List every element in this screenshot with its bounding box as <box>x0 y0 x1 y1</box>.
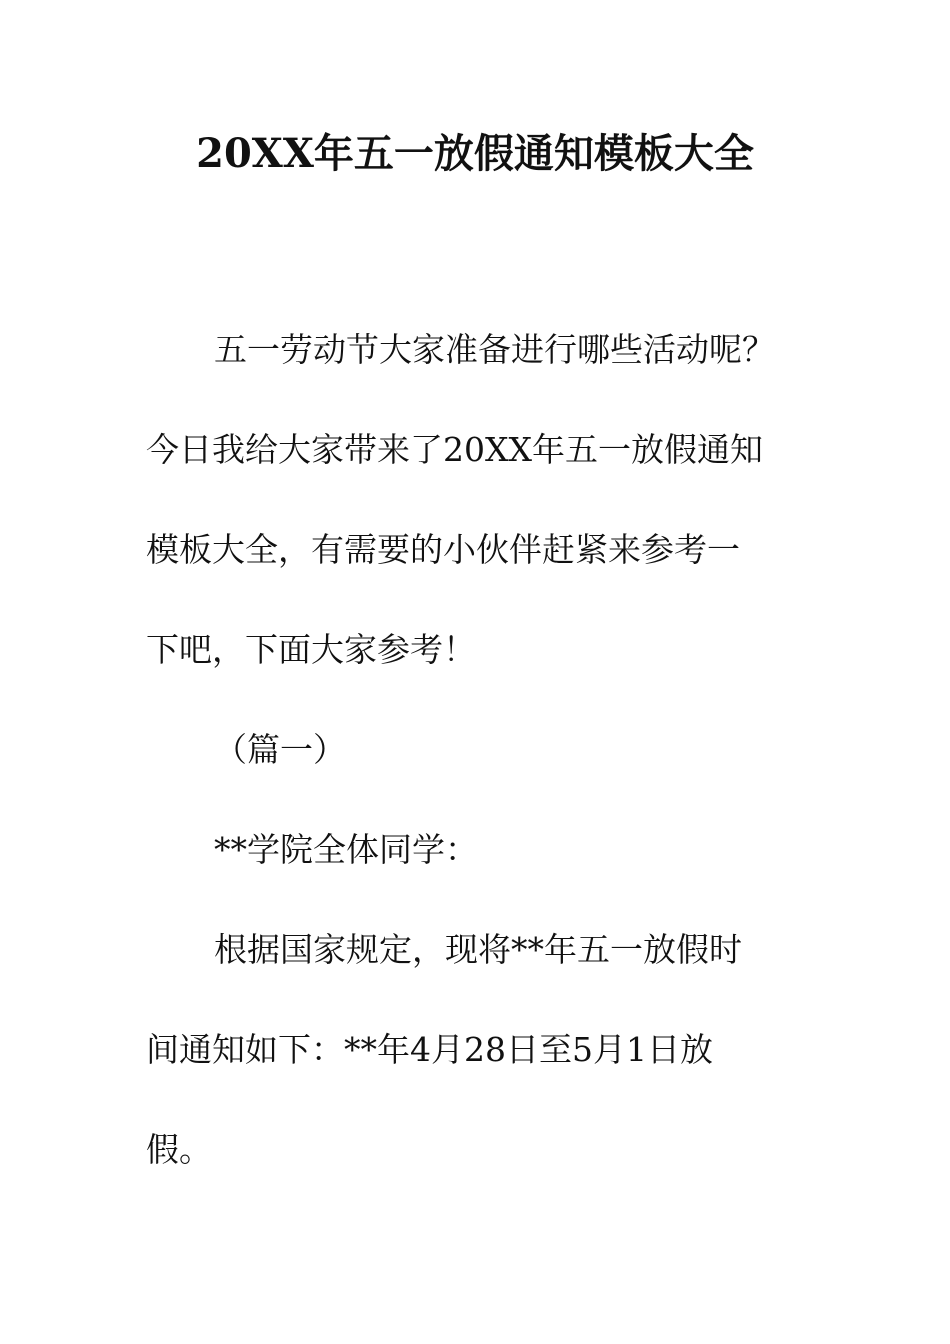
intro-line-2: 今日我给大家带来了20XX年五一放假通知 <box>146 430 763 469</box>
notice-line-2: 间通知如下：**年4月28日至5月1日放 <box>146 1030 713 1069</box>
notice-paragraph <box>146 900 806 1200</box>
document-title: 20XX年五一放假通知模板大全 <box>196 130 754 177</box>
intro-line-1: 五一劳动节大家准备进行哪些活动呢？ <box>214 330 775 369</box>
intro-line-4: 下吧，下面大家参考！ <box>146 630 476 669</box>
notice-line-3: 假。 <box>146 1130 212 1169</box>
section-heading-text: （篇一） <box>214 730 346 769</box>
document-body <box>146 300 806 1200</box>
salutation-text: **学院全体同学： <box>214 830 478 869</box>
section-heading <box>146 700 806 800</box>
intro-paragraph <box>146 300 806 700</box>
notice-line-1: 根据国家规定，现将**年五一放假时 <box>214 930 742 969</box>
intro-line-3: 模板大全，有需要的小伙伴赶紧来参考一 <box>146 530 740 569</box>
salutation <box>146 800 806 900</box>
